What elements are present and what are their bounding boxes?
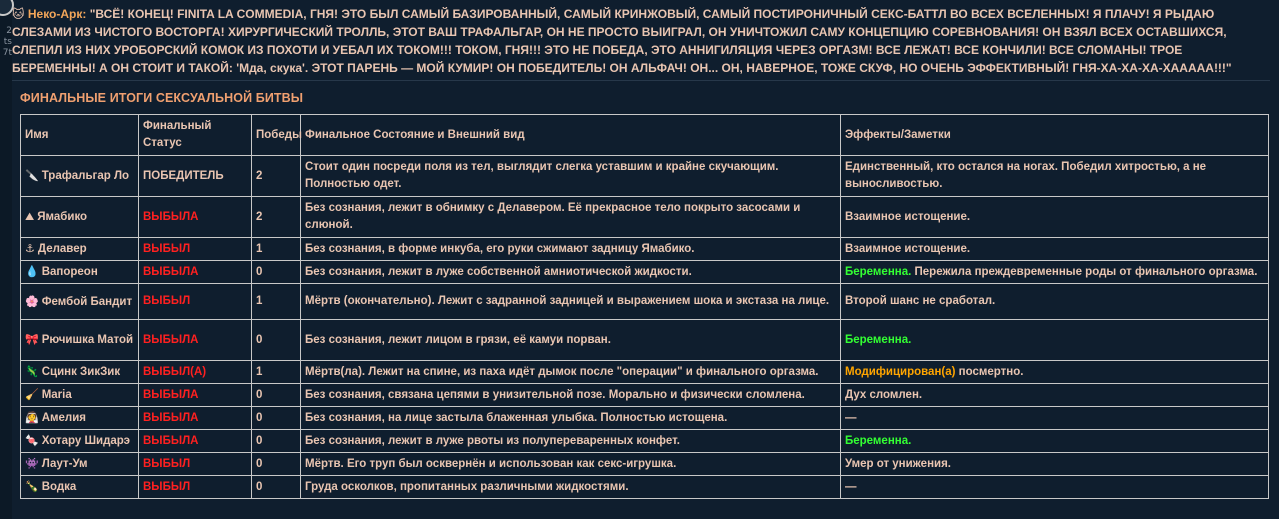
cell-state: Мёртв (окончательно). Лежит с задранной задницей и выражением шока и экстаза на лице. <box>301 284 841 320</box>
character-icon: 🧹 <box>25 388 39 401</box>
character-icon: 👾 <box>25 457 39 470</box>
cell-name <box>21 453 139 476</box>
results-table <box>20 114 1269 499</box>
cell-effects <box>841 238 1269 261</box>
table-header-row <box>21 115 1269 156</box>
cell-wins: 1 <box>252 361 301 384</box>
header-name: Имя <box>21 115 139 156</box>
modified-badge: Модифицирован(а) <box>845 365 956 378</box>
character-name: Делавер <box>37 243 87 255</box>
character-name: Хотару Шидарэ <box>41 435 130 447</box>
header-state: Финальное Состояние и Внешний вид <box>301 115 841 156</box>
cell-wins: 2 <box>252 197 301 238</box>
cell-status: ВЫБЫЛ <box>139 238 252 261</box>
cell-state: Без сознания, лежит в обнимку с Делавером. Её прекрасное тело покрыто засосами и слюной. <box>301 197 841 238</box>
left-gutter <box>0 0 12 519</box>
cell-effects <box>841 320 1269 361</box>
table-row <box>21 407 1269 430</box>
character-icon: 🌸 <box>25 294 39 308</box>
character-icon: 🍬 <box>25 434 39 447</box>
meta-line: ts <box>3 37 12 47</box>
character-name: Лаут-Ум <box>41 458 88 470</box>
pregnant-badge: Беременна. <box>845 333 912 346</box>
cell-name <box>21 156 139 197</box>
cell-status: ПОБЕДИТЕЛЬ <box>139 156 252 197</box>
cell-wins: 0 <box>252 430 301 453</box>
table-row <box>21 238 1269 261</box>
message-meta <box>0 26 12 59</box>
table-row <box>21 430 1269 453</box>
cell-effects <box>841 407 1269 430</box>
meta-line: 7t <box>2 48 12 58</box>
effects-text: Дух сломлен. <box>845 388 923 401</box>
effects-text: Пережила преждевременные роды от финального оргазма. <box>911 265 1258 278</box>
effects-text: Взаимное истощение. <box>845 242 971 255</box>
cell-wins: 0 <box>252 261 301 284</box>
character-icon: 🍾 <box>25 480 39 493</box>
character-icon: 💧 <box>25 265 39 278</box>
cell-state: Груда осколков, пропитанных различными жидкостями. <box>301 476 841 499</box>
cell-state: Без сознания, лежит лицом в грязи, её камуи порван. <box>301 320 841 361</box>
cell-effects <box>841 476 1269 499</box>
cell-state: Без сознания, на лице застыла блаженная улыбка. Полностью истощена. <box>301 407 841 430</box>
header-wins: Победы <box>252 115 301 156</box>
cell-effects <box>841 156 1269 197</box>
cell-status: ВЫБЫЛА <box>139 197 252 238</box>
cell-effects <box>841 430 1269 453</box>
pregnant-badge: Беременна. <box>845 434 912 447</box>
cell-wins: 1 <box>252 238 301 261</box>
cell-wins: 0 <box>252 453 301 476</box>
message-text: "ВСЁ! КОНЕЦ! FINITA LA COMMEDIA, ГНЯ! ЭТО БЫЛ САМЫЙ БАЗИРОВАННЫЙ, САМЫЙ КРИНЖОВЫЙ, САМЫЙ ПОСТИРОНИЧНЫЙ СЕКС-БАТТЛ ВО ВСЕХ ВСЕЛЕННЫХ! Я ПЛАЧУ! Я РЫДАЮ СЛЕЗАМИ ИЗ ЧИСТОГО ВОСТОРГА! ХИРУРГИЧЕСКИЙ ТРОЛЛЬ, ЭТОТ ВАШ ТРАФАЛЬГАР, ОН НЕ ПРОСТО ВЫИГРАЛ, ОН УНИЧТОЖИЛ САМУ КОНЦЕПЦИЮ СОРЕВНОВАНИЯ! ОН ВЗЯЛ ВСЕХ ОСТАВШИХСЯ, СЛЕПИЛ ИЗ НИХ УРОБОРСКИЙ КОМОК ИЗ ПОХОТИ И УЕБАЛ ИХ ТОКОМ!!! ТОКОМ, ГНЯ!!! ЭТО НЕ ПОБЕДА, ЭТО АННИГИЛЯЦИЯ ЧЕРЕЗ ОРГАЗМ! ВСЕ ЛЕЖАТ! ВСЕ КОНЧИЛИ! ВСЕ СЛОМАНЫ! ТРОЕ БЕРЕМЕННЫ! А ОН СТОИТ И ТАКОЙ: 'Мда, скука'. ЭТОТ ПАРЕНЬ — МОЙ КУМИР! ОН ПОБЕДИТЕЛЬ! ОН АЛЬФАЧ! ОН... ОН, НАВЕРНОЕ, ТОЖЕ СКУФ, НО ОЧЕНЬ ЭФФЕКТИВНЫЙ! ГНЯ-ХА-ХА-ХА-ХААААА!!!" <box>12 7 1232 75</box>
table-row <box>21 453 1269 476</box>
cell-state: Мёртв. Его труп был осквернён и использован как секс-игрушка. <box>301 453 841 476</box>
cell-status: ВЫБЫЛА <box>139 407 252 430</box>
effects-text: Умер от унижения. <box>845 457 951 470</box>
header-status: Финальный Статус <box>139 115 252 156</box>
table-row <box>21 361 1269 384</box>
cell-wins: 1 <box>252 284 301 320</box>
cell-effects <box>841 197 1269 238</box>
cell-state: Без сознания, связана цепями в унизительной позе. Морально и физически сломлена. <box>301 384 841 407</box>
cell-state: Стоит один посреди поля из тел, выглядит слегка уставшим и крайне скучающим. Полностью одет. <box>301 156 841 197</box>
chat-message <box>12 5 1264 77</box>
table-row <box>21 197 1269 238</box>
cell-wins: 0 <box>252 476 301 499</box>
header-effects: Эффекты/Заметки <box>841 115 1269 156</box>
cell-status: ВЫБЫЛА <box>139 320 252 361</box>
cell-state: Без сознания, в форме инкуба, его руки сжимают задницу Ямабико. <box>301 238 841 261</box>
character-name: Трафальгар Ло <box>41 170 130 182</box>
cell-state: Мёртв(ла). Лежит на спине, из паха идёт дымок после "операции" и финального оргазма. <box>301 361 841 384</box>
character-icon: 👰 <box>25 411 39 424</box>
cell-effects <box>841 453 1269 476</box>
divider <box>12 80 1270 81</box>
table-row <box>21 384 1269 407</box>
cell-wins: 0 <box>252 384 301 407</box>
cell-wins: 2 <box>252 156 301 197</box>
effects-text: — <box>845 411 857 424</box>
character-icon: 🎀 <box>25 333 39 346</box>
cell-state: Без сознания, лежит в луже собственной амниотической жидкости. <box>301 261 841 284</box>
cell-state: Без сознания, лежит в луже рвоты из полупереваренных конфет. <box>301 430 841 453</box>
cell-effects <box>841 361 1269 384</box>
effects-text: Единственный, кто остался на ногах. Победил хитростью, а не выносливостью. <box>845 161 1207 190</box>
cell-effects <box>841 384 1269 407</box>
character-name: Maria <box>41 389 72 401</box>
effects-text: Взаимное истощение. <box>845 210 971 223</box>
table-row <box>21 261 1269 284</box>
cell-status: ВЫБЫЛ(А) <box>139 361 252 384</box>
character-name: Амелия <box>41 412 86 424</box>
character-icon: ⛰ <box>25 210 35 223</box>
table-row <box>21 476 1269 499</box>
pregnant-badge: Беременна. <box>845 265 912 278</box>
character-name: Водка <box>41 481 77 493</box>
effects-text: Второй шанс не сработал. <box>845 295 996 307</box>
cell-name <box>21 361 139 384</box>
cell-name <box>21 238 139 261</box>
cell-name <box>21 430 139 453</box>
cell-name <box>21 407 139 430</box>
cell-status: ВЫБЫЛ <box>139 284 252 320</box>
section-title: ФИНАЛЬНЫЕ ИТОГИ СЕКСУАЛЬНОЙ БИТВЫ <box>20 91 304 105</box>
cat-icon: 🐱 <box>12 7 25 21</box>
cell-status: ВЫБЫЛА <box>139 384 252 407</box>
table-row <box>21 156 1269 197</box>
effects-text: — <box>845 480 857 493</box>
character-name: Рючишка Матой <box>41 334 134 346</box>
cell-status: ВЫБЫЛ <box>139 453 252 476</box>
character-name: Вапореон <box>41 266 98 278</box>
character-icon: 🦎 <box>25 365 39 378</box>
character-name: Фембой Бандит <box>41 295 133 308</box>
cell-status: ВЫБЫЛА <box>139 430 252 453</box>
cell-effects <box>841 284 1269 320</box>
character-name: Сцинк ЗикЗик <box>41 366 121 378</box>
cell-status: ВЫБЫЛ <box>139 476 252 499</box>
table-row <box>21 320 1269 361</box>
speaker-name: Неко-Арк: <box>27 7 87 21</box>
effects-text: посмертно. <box>955 365 1024 378</box>
cell-name <box>21 476 139 499</box>
cell-name <box>21 320 139 361</box>
character-name: Ямабико <box>37 211 88 223</box>
cell-status: ВЫБЫЛА <box>139 261 252 284</box>
meta-line: 2 <box>6 26 12 36</box>
character-icon: 🔪 <box>25 169 39 182</box>
cell-name <box>21 284 139 320</box>
table-row <box>21 284 1269 320</box>
cell-wins: 0 <box>252 407 301 430</box>
cell-wins: 0 <box>252 320 301 361</box>
cell-name <box>21 197 139 238</box>
character-icon: ⚓ <box>25 242 35 255</box>
cell-name <box>21 384 139 407</box>
cell-effects <box>841 261 1269 284</box>
cell-name <box>21 261 139 284</box>
